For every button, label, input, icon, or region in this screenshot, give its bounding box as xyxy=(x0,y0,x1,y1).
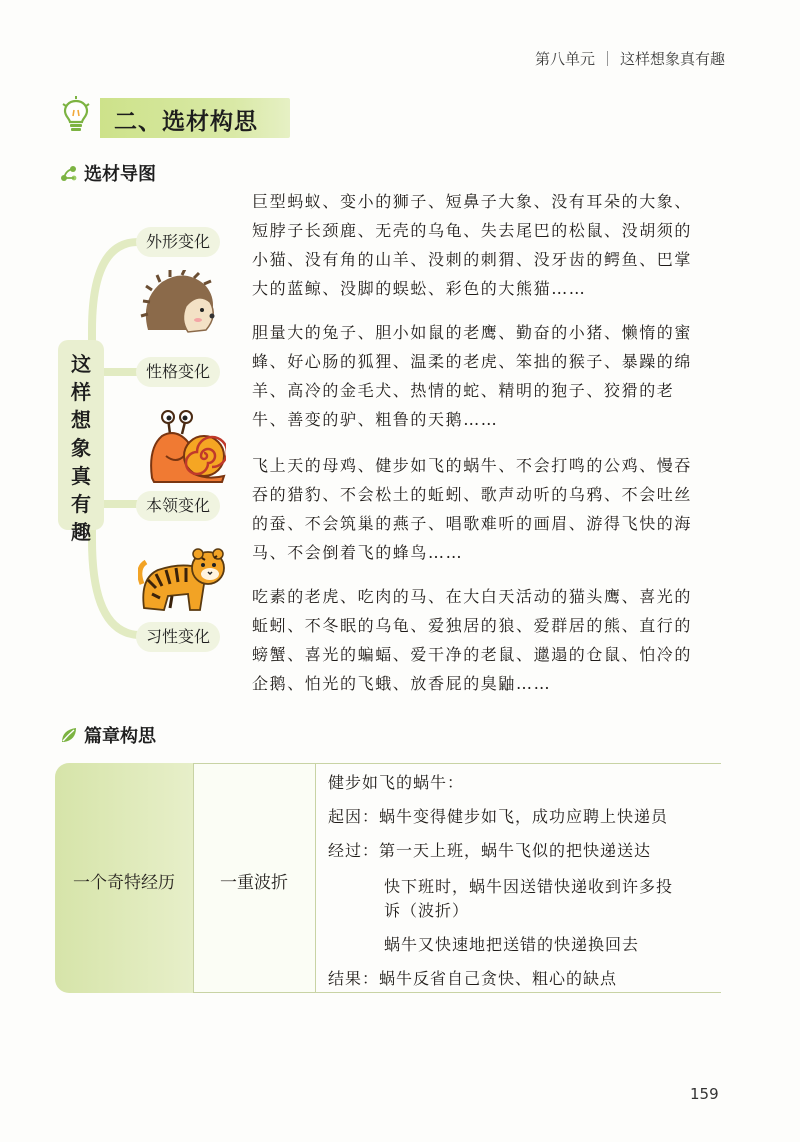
leaf-icon xyxy=(60,726,78,744)
table-divider xyxy=(315,763,316,993)
branch-habit: 习性变化 xyxy=(136,622,220,652)
page-number: 159 xyxy=(690,1085,719,1103)
header-divider xyxy=(607,51,608,66)
table-cell-twist: 一重波折 xyxy=(220,873,288,893)
hedgehog-illustration xyxy=(140,270,220,338)
habit-examples: 吃素的老虎、吃肉的马、在大白天活动的猫头鹰、喜光的 蚯蚓、不冬眠的乌龟、爱独居的狼、爱群居的熊、直行的 螃蟹、喜光的蝙蝠、爱干净的老鼠、邋遢的仓鼠、怕冷的 企鹅、怕光的飞蛾、放香屁的臭鼬…… xyxy=(252,587,693,693)
ability-examples: 飞上天的母鸡、健步如飞的蜗牛、不会打鸣的公鸡、慢吞 吞的猎豹、不会松土的蚯蚓、歌声动听的乌鸦、不会吐丝 的蚕、不会筑巢的燕子、唱歌难听的画眉、游得飞快的海 马、不会倒着飞的蜂鸟…… xyxy=(252,456,693,562)
lightbulb-icon xyxy=(60,96,92,134)
tiger-illustration xyxy=(138,544,226,616)
table-cell-theme: 一个奇特经历 xyxy=(73,873,175,893)
appearance-examples: 巨型蚂蚁、变小的狮子、短鼻子大象、没有耳朵的大象、 短脖子长颈鹿、无壳的乌龟、失去尾巴的松鼠、没胡须的 小猫、没有角的山羊、没刺的刺猬、没牙齿的鳄鱼、巴掌 大的蓝鲸、没脚的蜈蚣、彩色的大熊猫…… xyxy=(252,192,693,298)
story-result: 结果：蜗牛反省自己贪快、粗心的缺点 xyxy=(328,969,618,988)
story-cause: 起因：蜗牛变得健步如飞，成功应聘上快递员 xyxy=(328,807,669,826)
story-title: 健步如飞的蜗牛： xyxy=(328,773,465,792)
subsection-title: 篇章构思 xyxy=(84,726,156,747)
subsection-heading-structure xyxy=(60,722,156,748)
snail-illustration xyxy=(148,408,226,486)
personality-examples: 胆量大的兔子、胆小如鼠的老鹰、勤奋的小猪、懒惰的蜜 蜂、好心肠的狐狸、温柔的老虎、笨拙的猴子、暴躁的绵 羊、高冷的金毛犬、热情的蛇、精明的狍子、狡猾的老 牛、善变的驴、粗鲁的天鹅…… xyxy=(252,323,693,429)
story-process-twist-cont: 诉（波折） xyxy=(384,901,470,920)
branch-personality: 性格变化 xyxy=(136,357,220,387)
mindmap-center-title: 这 样 想 象 真 有 趣 xyxy=(71,352,91,544)
running-header xyxy=(535,48,725,69)
story-process-twist: 快下班时，蜗牛因送错快递收到许多投 xyxy=(384,877,674,896)
lesson-label: 这样想象真有趣 xyxy=(619,50,725,68)
story-process-fix: 蜗牛又快速地把送错的快递换回去 xyxy=(384,935,640,954)
section-title: 二、选材构思 xyxy=(114,109,258,135)
branch-icon xyxy=(60,164,78,182)
unit-label: 第八单元 xyxy=(534,50,595,68)
subsection-title: 选材导图 xyxy=(84,164,156,185)
branch-appearance: 外形变化 xyxy=(136,227,220,257)
branch-ability: 本领变化 xyxy=(136,491,220,521)
story-process: 经过：第一天上班，蜗牛飞似的把快递送达 xyxy=(328,841,652,860)
